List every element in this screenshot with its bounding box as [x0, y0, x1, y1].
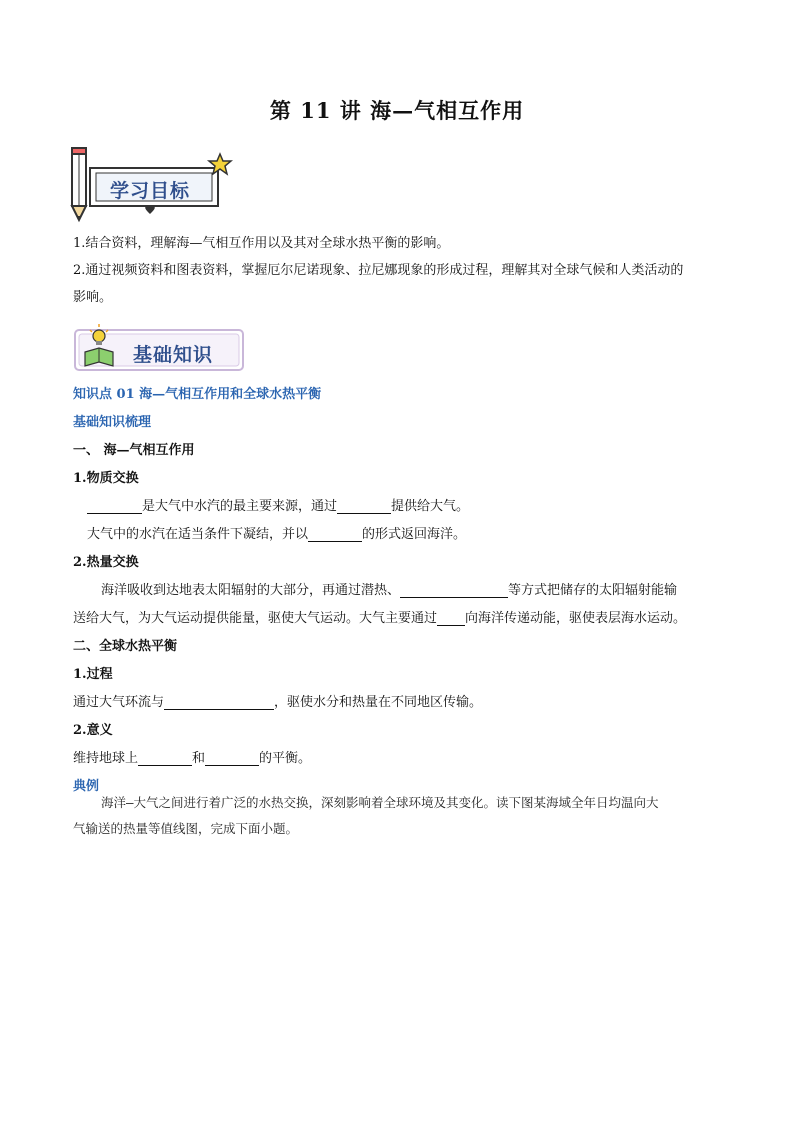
blank — [205, 749, 259, 766]
section-1-1-line-2: 大气中的水汽在适当条件下凝结，并以 的形式返回海洋。 — [87, 527, 467, 542]
basic-knowledge-banner — [73, 322, 248, 376]
content — [73, 381, 723, 801]
objective-1: 1.结合资料，理解海—气相互作用以及其对全球水热平衡的影响。 — [73, 236, 450, 251]
section-1-heading: 一、 海—气相互作用 — [73, 443, 195, 458]
blank — [138, 749, 192, 766]
blank — [400, 581, 508, 598]
section-1-2-line-2: 送给大气，为大气运动提供能量，驱使大气运动。大气主要通过 向海洋传递动能，驱使表层海水运动。 — [73, 611, 687, 626]
blank — [87, 497, 142, 514]
example-line-2: 气输送的热量等值线图，完成下面小题。 — [73, 821, 299, 836]
section-2-heading: 二、全球水热平衡 — [73, 639, 178, 654]
example-label: 典例 — [73, 779, 100, 794]
section-2-2-heading: 2.意义 — [73, 723, 113, 738]
objective-2: 2.通过视频资料和图表资料，掌握厄尔尼诺现象、拉尼娜现象的形成过程，理解其对全球气候和人类活动的 — [73, 263, 684, 278]
knowledge-point-title: 知识点 01 海—气相互作用和全球水热平衡 — [73, 387, 322, 402]
section-1-1-heading: 1.物质交换 — [73, 471, 139, 486]
section-1-2-line-1: 海洋吸收到达地表太阳辐射的大部分，再通过潜热、 等方式把储存的太阳辐射能输 — [101, 583, 678, 598]
blank — [164, 693, 274, 710]
objective-2-cont: 影响。 — [73, 290, 113, 305]
page-title: 第 11 讲 海—气相互作用 — [269, 98, 525, 123]
example-text — [73, 790, 723, 842]
learning-goals-label: 学习目标 — [110, 180, 191, 202]
blank — [337, 497, 391, 514]
objectives — [73, 230, 723, 311]
section-1-2-heading: 2.热量交换 — [73, 555, 139, 570]
section-2-1-line: 通过大气环流与 ，驱使水分和热量在不同地区传输。 — [73, 695, 483, 710]
section-1-1-line-1: 是大气中水汽的最主要来源，通过 提供给大气。 — [73, 493, 723, 521]
basic-knowledge-label: 基础知识 — [133, 344, 214, 366]
pencil-icon — [72, 148, 86, 220]
knowledge-point-subtitle: 基础知识梳理 — [73, 415, 152, 430]
blank — [308, 525, 362, 542]
blank — [437, 609, 465, 626]
section-2-1-heading: 1.过程 — [73, 667, 113, 682]
section-2-2-line: 维持地球上 和 的平衡。 — [73, 751, 312, 766]
example-line-1: 海洋—大气之间进行着广泛的水热交换，深刻影响着全球环境及其变化。读下图某海域全年日均温向大 — [101, 795, 659, 810]
learning-goals-banner — [68, 146, 233, 224]
